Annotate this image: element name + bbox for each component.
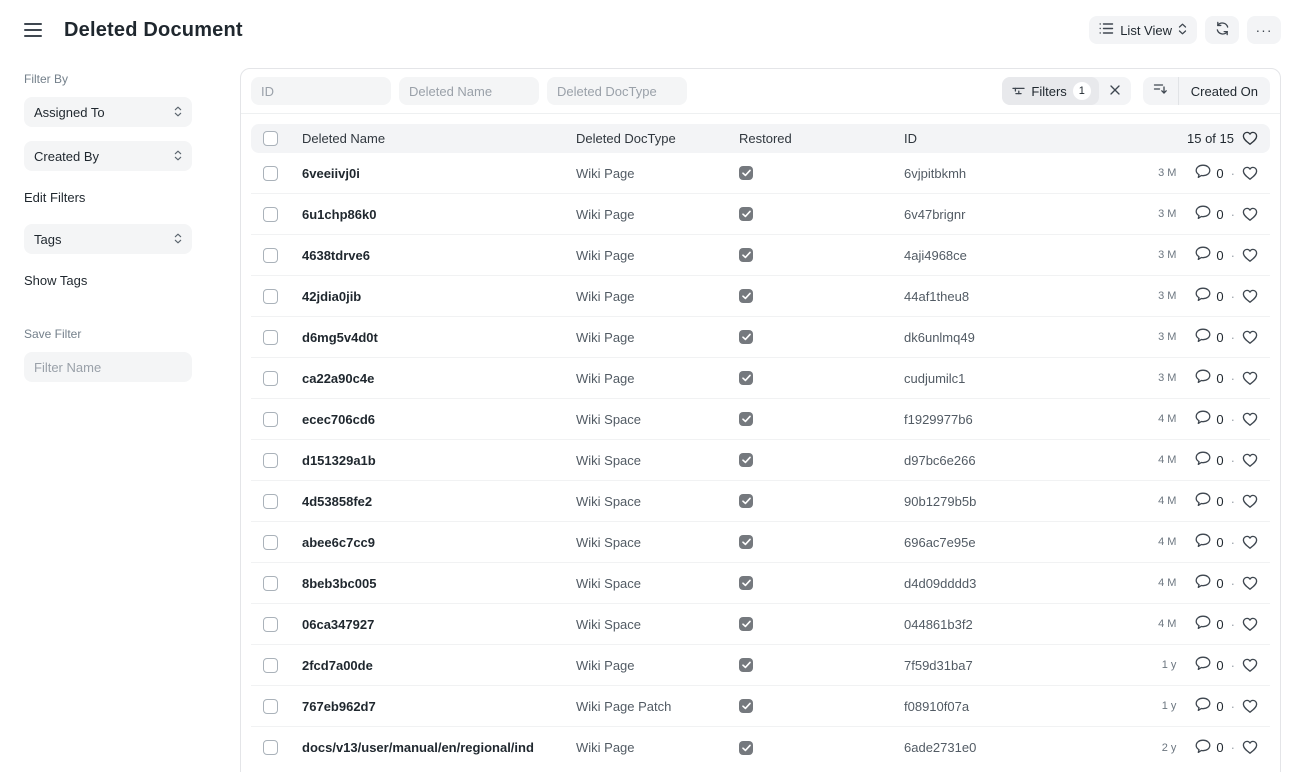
comment-count[interactable]	[1195, 328, 1223, 346]
refresh-icon	[1215, 21, 1230, 39]
modified-ago: 3 M	[1158, 249, 1177, 261]
table-row[interactable]	[251, 276, 1270, 317]
save-filter-label: Save Filter	[24, 327, 82, 341]
row-checkbox[interactable]	[263, 166, 278, 181]
table-row[interactable]	[251, 645, 1270, 686]
comment-count[interactable]	[1195, 410, 1223, 428]
deleted-name-cell[interactable]: 2fcd7a00de	[302, 657, 373, 673]
table-row[interactable]	[251, 686, 1270, 727]
comment-icon	[1195, 574, 1211, 592]
comment-count-value: 0	[1216, 411, 1224, 427]
restored-cell	[739, 371, 904, 385]
row-meta	[1108, 328, 1258, 346]
sort-group	[1143, 77, 1270, 105]
page-layout	[0, 60, 1297, 772]
like-heart-icon[interactable]	[1242, 330, 1258, 345]
table-row[interactable]	[251, 727, 1270, 768]
deleted-name-cell[interactable]: 06ca347927	[302, 616, 375, 632]
filters-button-label: Filters	[1031, 83, 1067, 99]
view-switcher-button[interactable]	[1089, 16, 1197, 44]
row-checkbox[interactable]	[263, 535, 278, 550]
comment-count-value: 0	[1216, 493, 1224, 509]
table-row[interactable]	[251, 317, 1270, 358]
filter-actions	[1002, 77, 1270, 105]
table-row[interactable]	[251, 399, 1270, 440]
modified-ago: 4 M	[1158, 454, 1177, 466]
like-heart-icon[interactable]	[1242, 494, 1258, 509]
id-cell: 6vjpitbkmh	[904, 165, 967, 181]
assigned-to-label: Assigned To	[34, 104, 105, 120]
filters-button[interactable]	[1002, 77, 1098, 105]
comment-icon	[1195, 410, 1211, 428]
comment-count-value: 0	[1216, 657, 1224, 673]
modified-ago: 3 M	[1158, 372, 1177, 384]
comment-icon	[1195, 287, 1211, 305]
id-cell: 6ade2731e0	[904, 740, 977, 755]
comment-icon	[1195, 697, 1211, 715]
deleted-doctype-cell: Wiki Page	[576, 288, 635, 304]
modified-ago: 4 M	[1158, 536, 1177, 548]
filter-sidebar	[24, 60, 192, 382]
comment-count[interactable]	[1195, 533, 1223, 551]
comment-count[interactable]	[1195, 451, 1223, 469]
deleted-doctype-cell: Wiki Page	[576, 740, 635, 755]
chevron-up-down-icon	[174, 149, 182, 164]
deleted-name-cell[interactable]: 6u1chp86k0	[302, 206, 377, 222]
comment-icon	[1195, 615, 1211, 633]
restored-cell	[739, 658, 904, 672]
filter-by-label: Filter By	[24, 72, 69, 86]
comment-icon	[1195, 492, 1211, 510]
row-checkbox[interactable]	[263, 248, 278, 263]
deleted-doctype-cell: Wiki Space	[576, 493, 642, 509]
modified-ago: 4 M	[1158, 495, 1177, 507]
like-heart-icon[interactable]	[1242, 740, 1258, 755]
restored-checked-checkbox	[739, 207, 753, 221]
restored-checked-checkbox	[739, 617, 753, 631]
deleted-name-cell[interactable]: d151329a1b	[302, 452, 376, 468]
table-body	[251, 153, 1270, 768]
comment-count[interactable]	[1195, 287, 1223, 305]
comment-count[interactable]	[1195, 739, 1223, 757]
restored-checked-checkbox	[739, 453, 753, 467]
row-meta	[1108, 574, 1258, 592]
id-cell: 696ac7e95e	[904, 534, 976, 550]
comment-count-value: 0	[1216, 452, 1224, 468]
sort-direction-button[interactable]	[1143, 77, 1179, 105]
comment-count[interactable]	[1195, 369, 1223, 387]
restored-cell	[739, 576, 904, 590]
row-checkbox[interactable]	[263, 453, 278, 468]
row-checkbox[interactable]	[263, 412, 278, 427]
id-cell: dk6unlmq49	[904, 329, 975, 345]
row-meta	[1108, 533, 1258, 551]
row-checkbox[interactable]	[263, 658, 278, 673]
chevron-up-down-icon	[174, 105, 182, 120]
dot-separator: ·	[1230, 329, 1235, 345]
row-meta	[1108, 492, 1258, 510]
id-cell: 4aji4968ce	[904, 247, 967, 263]
filter-icon	[1012, 84, 1025, 99]
modified-ago: 1 y	[1161, 700, 1177, 712]
restored-checked-checkbox	[739, 166, 753, 180]
restored-cell	[739, 166, 904, 180]
dot-separator: ·	[1230, 493, 1235, 509]
modified-ago: 3 M	[1158, 290, 1177, 302]
ellipsis-icon: ···	[1255, 22, 1273, 38]
comment-count-value: 0	[1216, 247, 1224, 263]
comment-count-value: 0	[1216, 698, 1224, 714]
deleted-doctype-cell: Wiki Page	[576, 329, 635, 345]
navbar	[0, 0, 1297, 60]
deleted-doctype-cell: Wiki Page Patch	[576, 698, 672, 714]
hamburger-menu-icon[interactable]	[24, 20, 44, 40]
tags-dropdown[interactable]	[24, 224, 192, 254]
deleted-doctype-filter-input[interactable]	[547, 77, 687, 105]
row-meta	[1108, 615, 1258, 633]
row-checkbox[interactable]	[263, 330, 278, 345]
id-cell: cudjumilc1	[904, 370, 966, 386]
created-by-label: Created By	[34, 148, 100, 164]
edit-filters-link[interactable]: Edit Filters	[24, 190, 86, 205]
filters-count-badge: 1	[1073, 82, 1091, 100]
row-meta	[1108, 287, 1258, 305]
id-cell: f1929977b6	[904, 411, 973, 427]
like-heart-icon[interactable]	[1242, 371, 1258, 386]
modified-ago: 4 M	[1158, 413, 1177, 425]
filters-group	[1002, 77, 1130, 105]
liked-filter-heart-icon[interactable]	[1242, 131, 1258, 146]
row-checkbox[interactable]	[263, 576, 278, 591]
deleted-doctype-cell: Wiki Space	[576, 616, 642, 632]
row-checkbox[interactable]	[263, 494, 278, 509]
comment-icon	[1195, 739, 1211, 757]
restored-checked-checkbox	[739, 699, 753, 713]
comment-icon	[1195, 656, 1211, 674]
like-heart-icon[interactable]	[1242, 207, 1258, 222]
restored-checked-checkbox	[739, 658, 753, 672]
comment-count-value: 0	[1216, 206, 1224, 222]
modified-ago: 3 M	[1158, 331, 1177, 343]
restored-cell	[739, 535, 904, 549]
comment-count-value: 0	[1216, 165, 1224, 181]
dot-separator: ·	[1230, 452, 1235, 468]
like-heart-icon[interactable]	[1242, 289, 1258, 304]
select-all-checkbox[interactable]	[263, 131, 278, 146]
id-cell: 6v47brignr	[904, 206, 966, 222]
restored-checked-checkbox	[739, 412, 753, 426]
comment-icon	[1195, 533, 1211, 551]
comment-count-value: 0	[1216, 288, 1224, 304]
id-cell: d97bc6e266	[904, 452, 976, 468]
restored-checked-checkbox	[739, 330, 753, 344]
sort-field-button[interactable]: Created On	[1190, 83, 1258, 99]
deleted-doctype-cell: Wiki Space	[576, 452, 642, 468]
comment-count-value: 0	[1216, 370, 1224, 386]
dot-separator: ·	[1230, 534, 1235, 550]
modified-ago: 4 M	[1158, 618, 1177, 630]
deleted-doctype-cell: Wiki Page	[576, 370, 635, 386]
row-meta	[1108, 246, 1258, 264]
dot-separator: ·	[1230, 247, 1235, 263]
row-checkbox[interactable]	[263, 740, 278, 755]
comment-count[interactable]	[1195, 656, 1223, 674]
table-row[interactable]	[251, 481, 1270, 522]
restored-cell	[739, 617, 904, 631]
id-cell: f08910f07a	[904, 698, 970, 714]
comment-count[interactable]	[1195, 574, 1223, 592]
column-restored[interactable]: Restored	[739, 131, 792, 146]
table-row[interactable]	[251, 440, 1270, 481]
table-row[interactable]	[251, 358, 1270, 399]
comment-count[interactable]	[1195, 246, 1223, 264]
modified-ago: 3 M	[1158, 208, 1177, 220]
close-icon	[1110, 82, 1120, 100]
id-cell: 90b1279b5b	[904, 493, 977, 509]
restored-cell	[739, 741, 904, 755]
like-heart-icon[interactable]	[1242, 658, 1258, 673]
restored-cell	[739, 494, 904, 508]
dot-separator: ·	[1230, 165, 1235, 181]
restored-checked-checkbox	[739, 576, 753, 590]
row-meta	[1108, 410, 1258, 428]
tags-label: Tags	[34, 231, 62, 247]
row-meta	[1108, 739, 1258, 757]
deleted-name-cell[interactable]: 767eb962d7	[302, 698, 376, 714]
modified-ago: 4 M	[1158, 577, 1177, 589]
restored-cell	[739, 207, 904, 221]
column-deleted-doctype[interactable]: Deleted DocType	[576, 131, 676, 146]
table-header-row	[251, 124, 1270, 153]
comment-icon	[1195, 369, 1211, 387]
comment-count-value: 0	[1216, 575, 1224, 591]
dot-separator: ·	[1230, 698, 1235, 714]
comment-count[interactable]	[1195, 615, 1223, 633]
deleted-name-filter-input[interactable]	[399, 77, 539, 105]
row-meta	[1108, 369, 1258, 387]
list-view-card	[240, 68, 1281, 772]
view-switcher-label: List View	[1120, 22, 1172, 38]
more-options-button[interactable]	[1247, 16, 1281, 44]
restored-checked-checkbox	[739, 248, 753, 262]
row-meta	[1108, 697, 1258, 715]
show-tags-link[interactable]: Show Tags	[24, 273, 88, 288]
row-meta	[1108, 164, 1258, 182]
dot-separator: ·	[1230, 288, 1235, 304]
assigned-to-dropdown[interactable]	[24, 97, 192, 127]
restored-checked-checkbox	[739, 289, 753, 303]
modified-ago: 3 M	[1158, 167, 1177, 179]
restored-cell	[739, 453, 904, 467]
restored-cell	[739, 248, 904, 262]
table-row[interactable]	[251, 604, 1270, 645]
row-meta	[1108, 451, 1258, 469]
comment-icon	[1195, 205, 1211, 223]
deleted-name-cell[interactable]: 8beb3bc005	[302, 575, 377, 591]
deleted-doctype-cell: Wiki Page	[576, 165, 635, 181]
like-heart-icon[interactable]	[1242, 412, 1258, 427]
row-meta	[1108, 656, 1258, 674]
like-heart-icon[interactable]	[1242, 699, 1258, 714]
deleted-doctype-cell: Wiki Page	[576, 657, 635, 673]
deleted-name-cell[interactable]: ecec706cd6	[302, 411, 376, 427]
chevron-up-down-icon	[174, 232, 182, 247]
comment-count[interactable]	[1195, 492, 1223, 510]
like-heart-icon[interactable]	[1242, 453, 1258, 468]
comment-icon	[1195, 451, 1211, 469]
table-row[interactable]	[251, 153, 1270, 194]
table-row[interactable]	[251, 563, 1270, 604]
comment-count[interactable]	[1195, 205, 1223, 223]
restored-cell	[739, 699, 904, 713]
comment-count-value: 0	[1216, 740, 1224, 755]
id-cell: 7f59d31ba7	[904, 657, 973, 673]
result-list	[241, 114, 1280, 772]
comment-icon	[1195, 164, 1211, 182]
deleted-name-cell[interactable]: 4638tdrve6	[302, 247, 370, 263]
filter-name-input[interactable]	[24, 352, 192, 382]
like-heart-icon[interactable]	[1242, 166, 1258, 181]
row-checkbox[interactable]	[263, 289, 278, 304]
refresh-button[interactable]	[1205, 16, 1239, 44]
dot-separator: ·	[1230, 206, 1235, 222]
row-meta	[1108, 205, 1258, 223]
restored-checked-checkbox	[739, 494, 753, 508]
dot-separator: ·	[1230, 657, 1235, 673]
comment-count[interactable]	[1195, 164, 1223, 182]
comment-icon	[1195, 246, 1211, 264]
id-cell: d4d09dddd3	[904, 575, 977, 591]
result-count: 15 of 15	[1187, 131, 1234, 146]
deleted-name-cell[interactable]: ca22a90c4e	[302, 370, 375, 386]
table-row[interactable]	[251, 522, 1270, 563]
comment-count-value: 0	[1216, 329, 1224, 345]
deleted-doctype-cell: Wiki Space	[576, 575, 642, 591]
comment-count-value: 0	[1216, 616, 1224, 632]
row-checkbox[interactable]	[263, 207, 278, 222]
row-checkbox[interactable]	[263, 699, 278, 714]
dot-separator: ·	[1230, 370, 1235, 386]
created-by-dropdown[interactable]	[24, 141, 192, 171]
dot-separator: ·	[1230, 411, 1235, 427]
id-cell: 44af1theu8	[904, 288, 970, 304]
restored-checked-checkbox	[739, 371, 753, 385]
like-heart-icon[interactable]	[1242, 617, 1258, 632]
restored-checked-checkbox	[739, 741, 753, 755]
comment-count-value: 0	[1216, 534, 1224, 550]
deleted-name-cell[interactable]: abee6c7cc9	[302, 534, 376, 550]
deleted-doctype-cell: Wiki Space	[576, 411, 642, 427]
table-row[interactable]	[251, 235, 1270, 276]
deleted-name-cell[interactable]: 4d53858fe2	[302, 493, 373, 509]
standard-filter-bar	[241, 69, 1280, 114]
modified-ago: 1 y	[1161, 659, 1177, 671]
deleted-name-cell[interactable]: 42jdia0jib	[302, 288, 362, 304]
navbar-actions	[1089, 16, 1281, 44]
row-checkbox[interactable]	[263, 617, 278, 632]
restored-cell	[739, 289, 904, 303]
modified-ago: 2 y	[1161, 741, 1177, 754]
deleted-doctype-cell: Wiki Page	[576, 206, 635, 222]
deleted-doctype-cell: Wiki Space	[576, 534, 642, 550]
column-id[interactable]: ID	[904, 131, 917, 146]
clear-filters-button[interactable]	[1099, 77, 1131, 105]
like-heart-icon[interactable]	[1242, 535, 1258, 550]
like-heart-icon[interactable]	[1242, 248, 1258, 263]
deleted-name-cell[interactable]: 6veeiivj0i	[302, 165, 360, 181]
row-checkbox[interactable]	[263, 371, 278, 386]
table-row[interactable]	[251, 194, 1270, 235]
sort-descending-icon	[1153, 82, 1167, 100]
deleted-name-cell[interactable]: d6mg5v4d0t	[302, 329, 378, 345]
restored-cell	[739, 330, 904, 344]
dot-separator: ·	[1230, 740, 1235, 755]
comment-icon	[1195, 328, 1211, 346]
list-view-icon	[1099, 22, 1114, 38]
chevron-up-down-icon	[1178, 23, 1187, 38]
deleted-doctype-cell: Wiki Page	[576, 247, 635, 263]
restored-cell	[739, 412, 904, 426]
column-deleted-name[interactable]: Deleted Name	[302, 131, 386, 146]
id-cell: 044861b3f2	[904, 616, 973, 632]
restored-checked-checkbox	[739, 535, 753, 549]
dot-separator: ·	[1230, 575, 1235, 591]
deleted-name-cell[interactable]: docs/v13/user/manual/en/regional/ind	[302, 740, 534, 755]
page-title: Deleted Document	[64, 18, 243, 41]
like-heart-icon[interactable]	[1242, 576, 1258, 591]
comment-count[interactable]	[1195, 697, 1223, 715]
dot-separator: ·	[1230, 616, 1235, 632]
id-filter-input[interactable]	[251, 77, 391, 105]
